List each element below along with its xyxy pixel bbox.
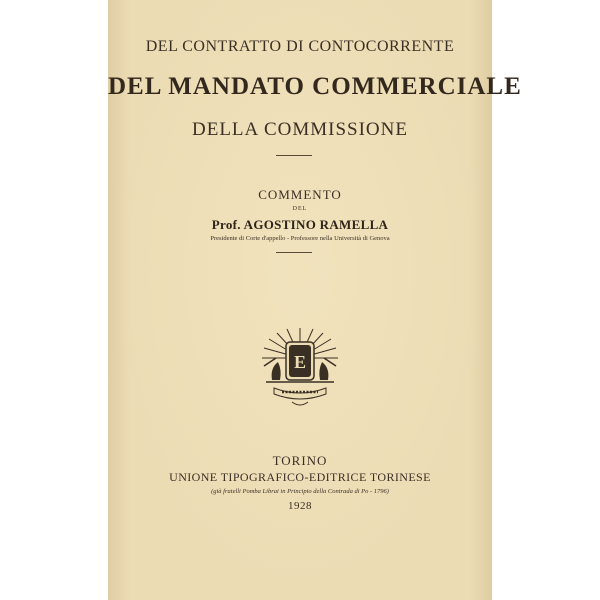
title-line-3: DELLA COMMISSIONE — [192, 119, 408, 140]
divider-rule — [276, 155, 312, 156]
svg-text:E: E — [293, 352, 307, 372]
author-title: Presidente di Corte d'appello - Professore nella Università di Genova — [210, 235, 390, 242]
title-line-1: DEL CONTRATTO DI CONTOCORRENTE — [145, 38, 455, 55]
title-page — [108, 0, 522, 600]
publisher-name: UNIONE TIPOGRAFICO-EDITRICE TORINESE — [169, 470, 431, 484]
del-label: DEL — [292, 206, 308, 212]
publisher-note: (già fratelli Pomba Librai in Principio della Contrada di Po - 1796) — [211, 488, 389, 495]
author-name: Prof. AGOSTINO RAMELLA — [211, 217, 389, 232]
publisher-emblem-icon — [258, 328, 342, 408]
city: TORINO — [272, 453, 328, 468]
divider-rule — [276, 252, 312, 253]
commento-label: COMMENTO — [258, 187, 342, 202]
publication-year: 1928 — [288, 500, 312, 512]
main-title: DEL MANDATO COMMERCIALE — [108, 73, 522, 100]
